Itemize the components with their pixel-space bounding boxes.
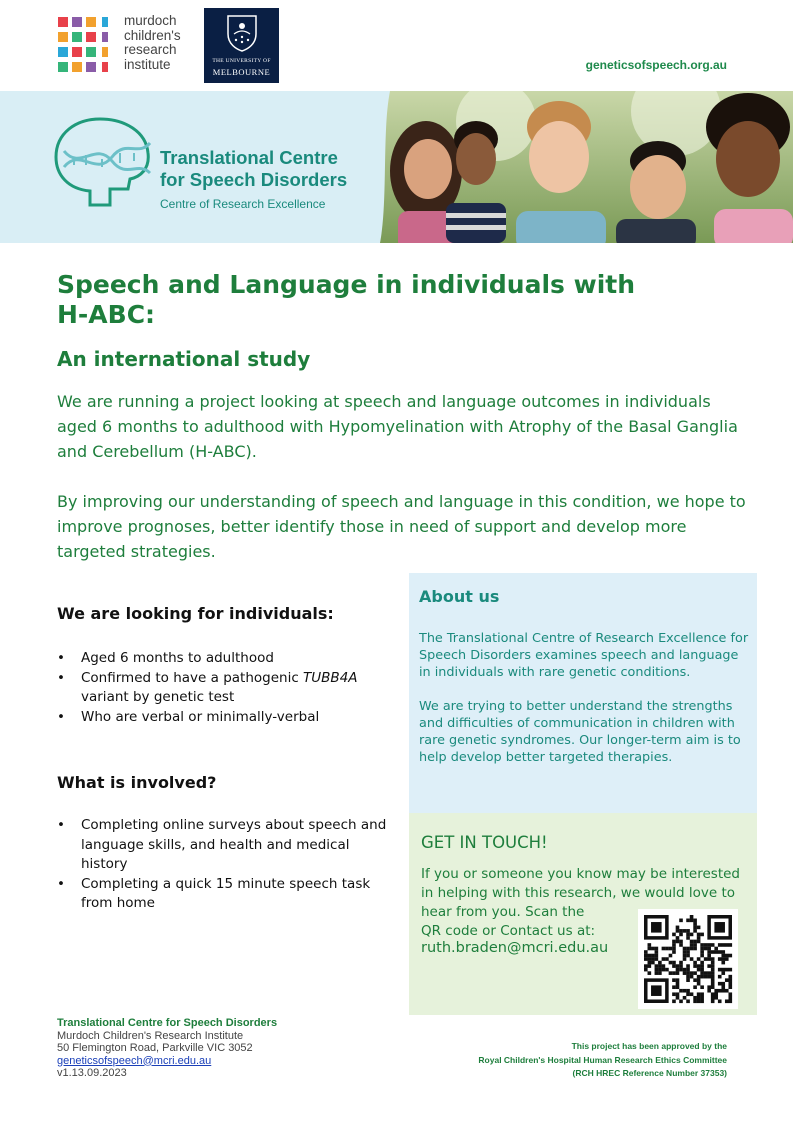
list-item: • Completing online surveys about speech and language skills, and health and medical history: [57, 816, 387, 875]
list-item: • Completing a quick 15 minute speech task from home: [57, 875, 387, 914]
mcri-line: institute: [124, 56, 171, 72]
contact-box: [409, 813, 757, 1015]
centre-title-line: for Speech Disorders: [160, 169, 348, 190]
mcri-logo-marks-icon: [58, 17, 116, 73]
list-item: • Who are verbal or minimally-verbal: [57, 708, 387, 728]
footer-institute: Murdoch Children's Research Institute: [57, 1029, 244, 1042]
page-title: [57, 270, 697, 330]
list-item-text: variant by genetic test: [81, 689, 235, 705]
eligibility-list: [57, 649, 387, 727]
mcri-wordmark: [124, 14, 181, 72]
page-subtitle: An international study: [57, 347, 311, 371]
contact-line: If you or someone you know may be interested: [421, 866, 740, 882]
contact-line: QR code or Contact us at:: [421, 923, 596, 939]
about-paragraph: The Translational Centre of Research Excellence for Speech Disorders examines speech and language in individuals with rare genetic conditions.: [419, 631, 749, 680]
gene-name: TUBB4A: [303, 669, 358, 686]
about-paragraph: We are trying to better understand the strengths and difficulties of communication in children with rare genetic syndromes. Our longer-term aim is to help develop better targeted therapies.: [419, 699, 741, 765]
footer-address: [57, 1017, 277, 1080]
ethics-approval: [478, 1040, 727, 1081]
page-title-line: Speech and Language in individuals with: [57, 270, 636, 299]
ethics-line: (RCH HREC Reference Number 37353): [572, 1068, 727, 1078]
involved-list: [57, 816, 387, 914]
contact-line: in helping with this research, we would love to: [421, 885, 736, 901]
website-url[interactable]: geneticsofspeech.org.au: [585, 58, 727, 72]
ethics-line: Royal Children's Hospital Human Research Ethics Committee: [478, 1054, 727, 1065]
footer-street: 50 Flemington Road, Parkville VIC 3052: [57, 1042, 253, 1054]
about-us-text: [419, 630, 751, 766]
ethics-line: This project has been approved by the: [571, 1041, 727, 1051]
mcri-line: research: [124, 42, 177, 57]
contact-line: hear from you. Scan the: [421, 904, 585, 920]
contact-email-link[interactable]: ruth.braden@mcri.edu.au: [421, 940, 609, 956]
uom-line-big: MELBOURNE: [212, 67, 271, 77]
centre-title-line: Translational Centre: [160, 147, 338, 168]
about-us-box: [409, 573, 757, 813]
contact-text: [421, 865, 740, 941]
looking-for-heading: We are looking for individuals:: [57, 604, 334, 623]
mcri-logo: [58, 14, 198, 76]
page-title-line: H-ABC:: [57, 300, 156, 329]
about-us-heading: About us: [419, 587, 500, 606]
university-of-melbourne-logo: [204, 8, 279, 83]
contact-heading: GET IN TOUCH!: [421, 833, 548, 852]
uom-line-small: THE UNIVERSITY OF: [212, 58, 271, 64]
centre-subtitle: Centre of Research Excellence: [160, 197, 326, 211]
footer-org: Translational Centre for Speech Disorders: [57, 1017, 278, 1029]
intro-text: [57, 389, 747, 564]
crest-icon: [226, 14, 258, 52]
list-item-text: Confirmed to have a pathogenic: [81, 669, 304, 686]
footer-email-link[interactable]: geneticsofspeech@mcri.edu.au: [57, 1054, 212, 1067]
list-item: • Aged 6 months to adulthood: [57, 649, 387, 669]
centre-title: [160, 147, 347, 191]
involved-heading: What is involved?: [57, 773, 217, 792]
banner: [0, 91, 793, 243]
intro-paragraph: We are running a project looking at speech and language outcomes in individuals aged 6 months to adulthood with Hypomyelination with Atrophy of the Basal Ganglia and Cerebellum (H-ABC).: [57, 392, 738, 461]
children-photo: [376, 91, 793, 243]
qr-code-icon[interactable]: [638, 909, 738, 1009]
brain-dna-icon: [50, 113, 158, 213]
mcri-line: murdoch: [124, 13, 177, 28]
mcri-line: children's: [124, 27, 181, 43]
list-item: [57, 669, 387, 708]
footer-version: v1.13.09.2023: [57, 1067, 127, 1079]
intro-paragraph: By improving our understanding of speech and language in this condition, we hope to improve prognoses, better identify those in need of support and develop more targeted strategies.: [57, 492, 746, 561]
